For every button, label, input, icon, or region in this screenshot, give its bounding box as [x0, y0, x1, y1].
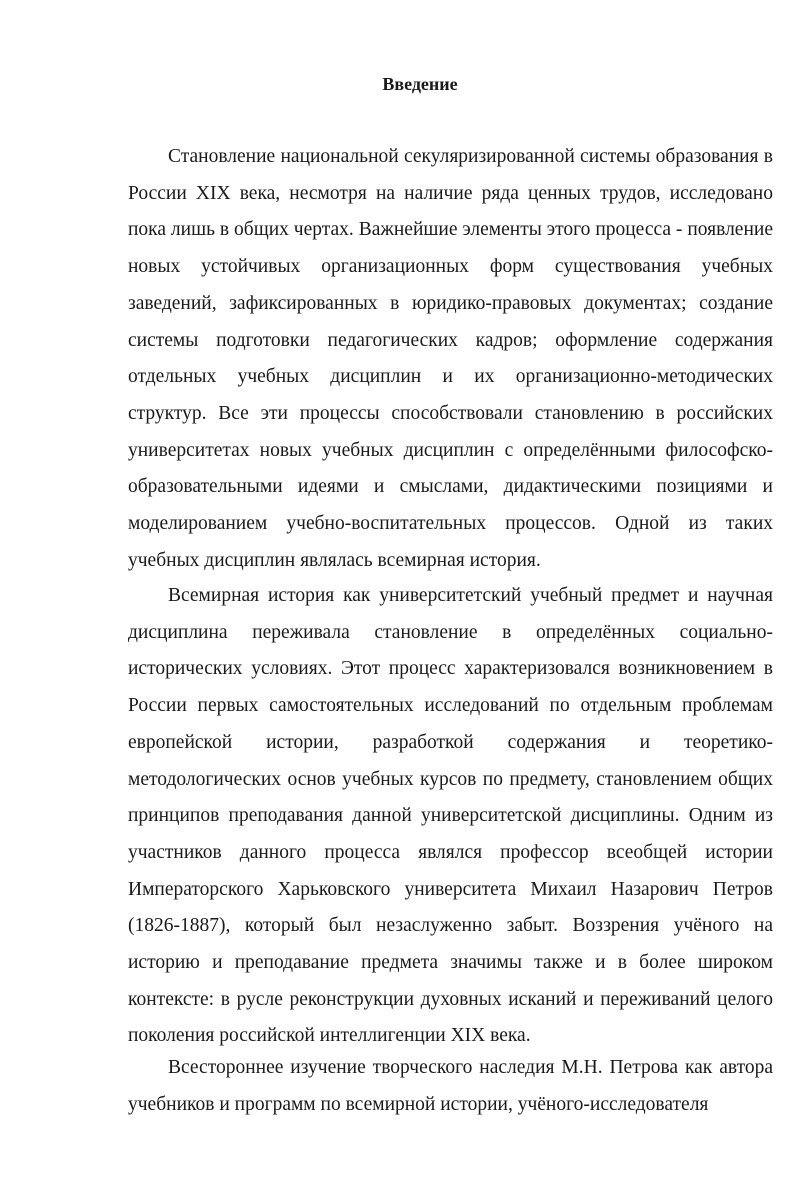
paragraph-2: Всемирная история как университетский учебный предмет и научная дисциплина переживала становление в определённых социально-исторических условиях. Этот процесс характеризовался возникновением в России первых самостоятельных исследований по отдельным проблемам европейской истории, разработкой содержания и теоретико-методологических основ учебных курсов по предмету, становлением общих принципов преподавания данной университетской дисциплины. Одним из участников данного процесса являлся профессор всеобщей истории Императорского Харьковского университета Михаил Назарович Петров (1826-1887), который был незаслуженно забыт. Воззрения учёного на историю и преподавание предмета значимы также и в более широком контексте: в русле реконструкции духовных исканий и переживаний целого поколения российской интеллигенции XIX века. [128, 585, 773, 1047]
page-title: Введение [382, 74, 458, 94]
paragraph-3: Всестороннее изучение творческого наследия М.Н. Петрова как автора учебников и программ по всемирной истории, учёного-исследователя [128, 1057, 773, 1115]
paragraph-1: Становление национальной секуляризированной системы образования в России XIX века, несмотря на наличие ряда ценных трудов, исследовано пока лишь в общих чертах. Важнейшие элементы этого процесса - появление новых устойчивых организационных форм существования учебных заведений, зафиксированных в юридико-правовых документах; создание системы подготовки педагогических кадров; оформление содержания отдельных учебных дисциплин и их организационно-методических структур. Все эти процессы способствовали становлению в российских университетах новых учебных дисциплин с определёнными философско-образовательными идеями и смыслами, дидактическими позициями и моделированием учебно-воспитательных процессов. Одной из таких учебных дисциплин являлась всемирная история. [128, 146, 773, 571]
